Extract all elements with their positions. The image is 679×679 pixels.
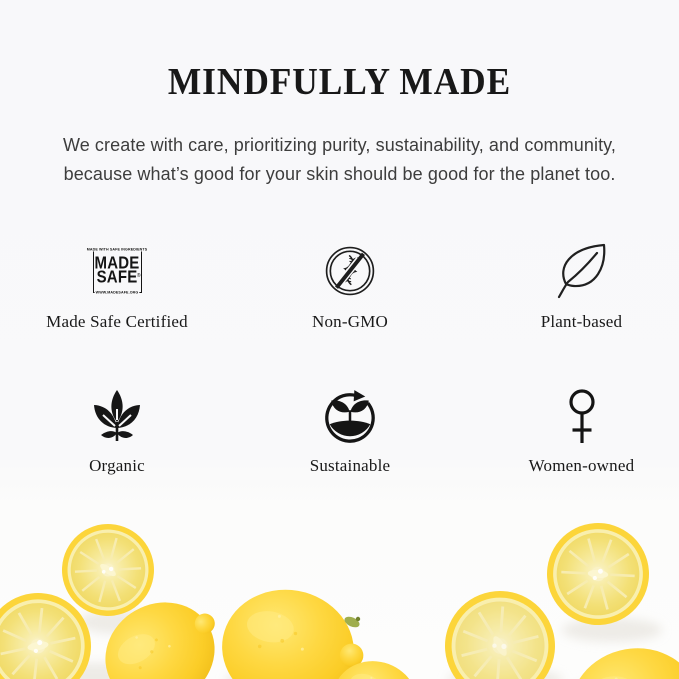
lemon-whole-bottom-right <box>562 637 679 679</box>
made-safe-word-1: MADE <box>94 253 140 273</box>
lemon-whole-center <box>213 579 373 679</box>
lemon-half-right <box>536 512 661 637</box>
feature-label: Non-GMO <box>311 312 388 331</box>
feature-label: Plant-based <box>540 312 623 331</box>
features-row-1 <box>0 236 679 332</box>
made-safe-bottom-text: WWW.MADESAFE.ORG <box>95 290 139 295</box>
filled-leaves-icon <box>89 389 145 447</box>
feature-label: Made Safe Certified <box>46 312 188 331</box>
page-title: MINDFULLY MADE <box>167 61 512 103</box>
subtitle-line-1: We create with care, prioritizing purity, sustainability, and community, <box>62 135 617 155</box>
feature-organic <box>0 386 234 476</box>
female-symbol-icon <box>566 389 598 447</box>
registered-mark: ® <box>136 272 141 279</box>
made-safe-word-2: SAFE <box>96 267 138 287</box>
circular-arrow-sprout-icon <box>321 389 379 447</box>
feature-label: Organic <box>89 456 145 475</box>
subtitle <box>0 131 679 189</box>
feature-label: Sustainable <box>309 456 391 475</box>
leaf-outline-icon <box>554 240 610 302</box>
feature-plant-based <box>475 236 679 332</box>
feature-non-gmo <box>234 236 466 332</box>
non-gmo-crossed-dna-icon <box>324 245 376 297</box>
features-row-2 <box>0 386 679 476</box>
feature-label: Women-owned <box>528 456 635 475</box>
made-safe-top-text: MADE WITH SAFE INGREDIENTS <box>86 247 148 252</box>
feature-sustainable <box>234 386 466 476</box>
made-safe-badge-icon <box>86 247 148 295</box>
feature-made-safe-certified <box>0 236 234 332</box>
subtitle-line-2: because what’s good for your skin should be good for the planet too. <box>63 164 616 184</box>
lemons-photo <box>0 494 679 679</box>
feature-women-owned <box>475 386 679 476</box>
